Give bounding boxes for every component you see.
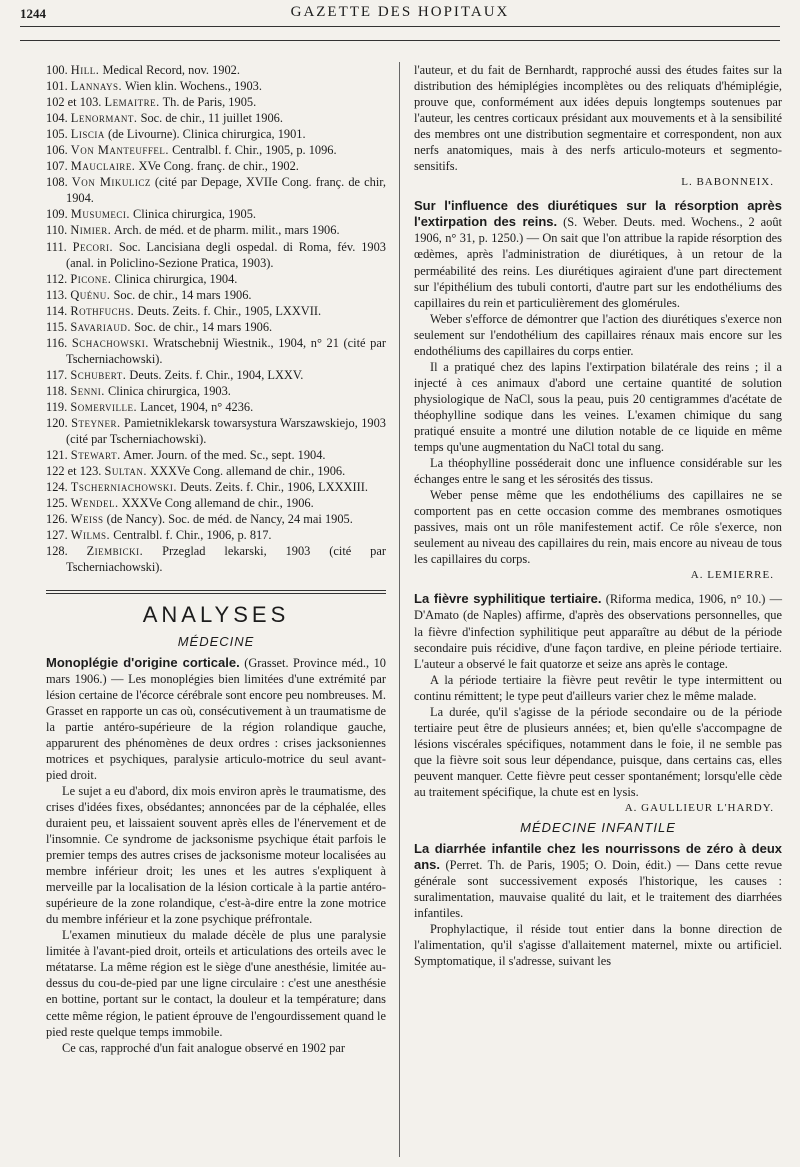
article-paragraph: La théophylline posséderait donc une influence considérable sur les échanges entre le sang et les sérosités des tissus. — [414, 456, 782, 487]
reference-author: Wilms. — [70, 528, 111, 543]
reference-item — [46, 479, 386, 495]
reference-number: 106. — [46, 143, 68, 158]
reference-number: 127. — [46, 528, 68, 543]
reference-author: Wendel. — [70, 496, 119, 511]
article-citation: (S. Weber. Deuts. med. Wochens., 2 août 1906, n° 31, p. 1250.) — On sait que l'on attribue la rapide résorption des œdèmes, après l'administration de diurétiques, à un retour de la perméabilité des reins. Les diurétiques agiraient d'une part directement sur l'épithélium des tubuli contorti, d'autre part sur les endothéliums des capillaires du rein et particulièrement des glomérules. — [414, 215, 782, 310]
author-signature: L. BABONNEIX. — [681, 176, 774, 189]
reference-text: Wratschebnij Wiestnik., 1904, n° 21 (cité par Tscherniachowski). — [66, 335, 386, 366]
reference-author: Savariaud. — [70, 319, 132, 334]
reference-text: (de Nancy). Soc. de méd. de Nancy, 24 mai 1905. — [106, 512, 353, 527]
reference-number: 118. — [46, 383, 68, 398]
reference-text: Soc. de chir., 11 juillet 1906. — [140, 111, 283, 126]
reference-number: 108. — [46, 175, 68, 190]
reference-item — [46, 62, 386, 78]
reference-item — [46, 335, 386, 367]
article-paragraph: La durée, qu'il s'agisse de la période secondaire ou de la période tertiaire peut être de plusieurs années; et, bien qu'elle s'accompagne de lésions viscérales spécifiques, notamment dans le foie, il ne semble pas que la fièvre soit sous leur dépendance, puisque, dans certains cas, elles peuvent manquer. Cette fièvre peut cesser spontanément; lorsqu'elle cède au traitement spécifique, la chute est en lysis. — [414, 704, 782, 799]
reference-number: 107. — [46, 159, 68, 174]
article-citation: (Riforma medica, 1906, n° 10.) — D'Amato (de Naples) affirme, d'après des observations personnelles, que la fièvre d'infection syphilitique peut apparaître au début de la période secondaire puis récidive, d'une façon tardive, en pleine période tertiaire. L'auteur a observé le fait quatorze et seize ans après le contage. — [414, 592, 782, 671]
reference-author: Von Mikulicz — [71, 175, 151, 190]
subsection-title: MÉDECINE INFANTILE — [520, 820, 676, 836]
reference-text: Deuts. Zeits. f. Chir., 1906, LXXXIII. — [180, 480, 368, 495]
reference-item — [46, 447, 386, 463]
article-title: La diarrhée infantile chez les nourrissons de zéro à deux ans. — [414, 841, 782, 873]
reference-text: Wien klin. Wochens., 1903. — [125, 79, 262, 94]
section-title: ANALYSES — [142, 601, 290, 627]
reference-text: (de Livourne). Clinica chirurgica, 1901. — [107, 127, 306, 142]
reference-item — [46, 287, 386, 303]
reference-number: 102 et 103. — [46, 95, 102, 110]
article-paragraph: Prophylactique, il réside tout entier dans la bonne direction de l'alimentation, qu'il s'agisse d'allaitement maternel, mixte ou artificiel. Symptomatique, il s'adresse, suivant les — [414, 922, 782, 969]
article-paragraph: Le sujet a eu d'abord, dix mois environ après le traumatisme, des crises d'idées fixes, obsédantes; annoncées par de la céphalée, elles duraient peu, et laissaient souvent après elles de l'énervement et de l'insomnie. Ce syndrome de jacksonisme psychique était parfois le premier temps des autres crises de jacksonisme moteur localisées au membre inférieur droit; les unes et les autres s'expliquent à merveille par la localisation de la lésion corticale à la partie antéro-supérieure de la zone rolandique, c'est-à-dire entre la zone motrice du membre inférieur et la zone psychique préfrontale. — [46, 783, 386, 927]
reference-item — [46, 174, 386, 206]
reference-item — [46, 110, 386, 126]
reference-text: Soc. de chir., 14 mars 1906. — [134, 319, 273, 334]
running-title: GAZETTE DES HOPITAUX — [290, 4, 510, 20]
reference-text: Clinica chirurgica, 1905. — [133, 207, 256, 222]
reference-author: Lemaitre. — [104, 95, 160, 110]
reference-number: 100. — [46, 63, 68, 77]
right-column — [414, 62, 782, 969]
reference-text: Arch. de méd. et de pharm. milit., mars 1906. — [113, 223, 340, 238]
reference-text: Deuts. Zeits. f. Chir., 1904, LXXV. — [129, 367, 304, 382]
article-title: Monoplégie d'origine corticale. — [46, 654, 240, 670]
reference-item — [46, 78, 386, 94]
reference-text: (cité par Depage, XVIIe Cong. franç. de chir, 1904. — [66, 175, 386, 206]
reference-number: 116. — [46, 335, 68, 350]
left-column — [46, 62, 386, 1056]
reference-item — [46, 399, 386, 415]
reference-number: 101. — [46, 79, 68, 94]
article-paragraph: L'examen minutieux du malade décèle de plus une paralysie limitée à l'avant-pied droit, orteils et articulations des orteils avec le métatarse. La même région est le siège d'une anesthésie, limitée au-dessus du cou-de-pied par une ligne circulaire : c'est une anesthésie en bottine, portant sur le contact, la douleur et la température; dans cette même région, le patient éprouve de l'engourdissement quand le pied reste quelque temps immobile. — [46, 928, 386, 1039]
reference-item — [46, 463, 386, 479]
article-citation: (Grasset. Province méd., 10 mars 1906.) — Les monoplégies bien limitées d'une extrémité par lésion certaine de l'écorce cérébrale sont encore peu nombreuses. M. Grasset en rapporte un cas où, consécutivement à un traumatisme de la partie antéro-supérieure de la région rolandique gauche, apparurent des phénomènes de deux ordres : crises jacksoniennes motrices et psychiques, paralysie articulo-motrice du seul avant-pied droit. — [46, 655, 386, 782]
reference-number: 124. — [46, 480, 68, 495]
section-rule — [46, 590, 386, 594]
reference-number: 122 et 123. — [46, 464, 102, 479]
reference-number: 125. — [46, 496, 68, 511]
reference-text: Deuts. Zeits. f. Chir., 1905, LXXVII. — [137, 303, 322, 318]
reference-number: 114. — [46, 303, 68, 318]
article-paragraph: Weber pense même que les endothéliums des capillaires ne se comportent pas en cette occasion comme des membranes osmotiques passives, mais ont un rôle manifestement actif. Ce rôle s'exerce, non seulement au niveau des capillaires du rein, mais encore au niveau de tous les capillaires du corps. — [414, 488, 782, 567]
reference-text: Amer. Journ. of the med. Sc., sept. 1904. — [123, 448, 326, 463]
reference-item — [46, 94, 386, 110]
reference-item — [46, 495, 386, 511]
reference-text: Lancet, 1904, n° 4236. — [140, 399, 254, 414]
reference-text: Clinica chirurgica, 1903. — [107, 383, 231, 398]
column-divider — [399, 62, 400, 1157]
reference-item — [46, 511, 386, 527]
reference-number: 121. — [46, 448, 68, 463]
reference-item — [46, 527, 386, 543]
reference-number: 113. — [46, 287, 68, 302]
article-citation: (Perret. Th. de Paris, 1905; O. Doin, édit.) — Dans cette revue générale sont successivement exposés l'historique, les causes : suralimentation, mauvaise qualité du lait, et le traitement des diarrhées infantiles. — [414, 858, 782, 921]
reference-author: Lenormant. — [70, 111, 138, 126]
reference-author: Steyner. — [71, 416, 121, 431]
reference-author: Weiss — [70, 512, 104, 527]
reference-text: Medical Record, nov. 1902. — [102, 63, 240, 77]
subsection-title: MÉDECINE — [177, 633, 255, 649]
reference-author: Quénu. — [70, 287, 111, 302]
article-paragraph: Il a pratiqué chez des lapins l'extirpation bilatérale des reins ; il a injecté à ces animaux d'abord une certaine quantité de solution physiologique de NaCl, sous la peau, puis 20 centigrammes d'acétate de théophylline sodique dans les veines. L'examen chimique du sang pratiqué ensuite a montré une dilution notable de ce liquide en même temps qu'une augmentation du NaCl total du sang. — [414, 359, 782, 455]
article-title: La fièvre syphilitique tertiaire. — [414, 591, 602, 607]
reference-number: 110. — [46, 223, 68, 238]
reference-text: XXXVe Cong. allemand de chir., 1906. — [150, 464, 346, 479]
reference-text: Przeglad lekarski, 1903 (cité par Tscherniachowski). — [66, 544, 386, 575]
reference-author: Rothfuchs. — [70, 303, 135, 318]
reference-author: Ziembicki. — [86, 544, 144, 559]
reference-item — [46, 222, 386, 238]
reference-number: 117. — [46, 367, 68, 382]
reference-text: XVe Cong. franç. de chir., 1902. — [138, 159, 299, 174]
article-fievre-intro — [414, 591, 782, 671]
reference-item — [46, 142, 386, 158]
article-paragraph: Ce cas, rapproché d'un fait analogue observé en 1902 par — [62, 1040, 345, 1055]
article-paragraph: A la période tertiaire la fièvre peut revêtir le type intermittent ou continu rémittent; le type peut d'ailleurs varier chez le même malade. — [414, 672, 782, 703]
reference-item — [46, 383, 386, 399]
reference-text: Pamietniklekarsk towarsystura Warszawskiejo, 1903 (cité par Tscherniachowski). — [66, 416, 387, 447]
reference-author: Pecori. — [72, 239, 114, 254]
reference-author: Nimier. — [70, 223, 112, 238]
reference-author: Hill. — [70, 63, 100, 77]
article-monoplegie-intro — [46, 655, 386, 783]
reference-number: 115. — [46, 319, 68, 334]
reference-number: 112. — [46, 271, 68, 286]
reference-author: Tscherniachowski. — [70, 480, 177, 495]
reference-text: Soc. Lancisiana degli ospedal. di Roma, fév. 1903 (anal. in Policlino-Sezione Pratica, 1903). — [66, 239, 386, 270]
reference-text: Soc. de chir., 14 mars 1906. — [113, 287, 252, 302]
reference-text: Centralbl. f. Chir., 1906, p. 817. — [113, 528, 272, 543]
reference-item — [46, 367, 386, 383]
references-list — [46, 62, 386, 576]
reference-item — [46, 415, 386, 447]
reference-item — [46, 126, 386, 142]
header-rule-top — [20, 26, 780, 27]
reference-author: Liscia — [70, 127, 105, 142]
reference-text: Centralbl. f. Chir., 1905, p. 1096. — [172, 143, 337, 158]
reference-author: Somerville. — [70, 399, 138, 414]
reference-author: Schachowski. — [71, 335, 149, 350]
article-continuation: l'auteur, et du fait de Bernhardt, rapproché aussi des études faites sur la distribution des hémiplégies incomplètes ou des reliquats d'hémiplégie, prouve que, conformément aux idées depuis longtemps soutenues par l'auteur, les centres corticaux présidant aux mouvements et à la sensibilité des membres ont une distribution segmentaire et correspondent, non aux nerfs anatomiques, mais à des nerfs articulo-moteurs et segmento-sensitifs. — [414, 63, 782, 174]
article-paragraph: Weber s'efforce de démontrer que l'action des diurétiques s'exerce non seulement sur l'endothélium des capillaires rénaux mais encore sur les endothéliums des capillaires du corps entier. — [414, 311, 782, 358]
author-signature: A. GAULLIEUR L'HARDY. — [624, 802, 774, 815]
reference-number: 105. — [46, 127, 68, 142]
reference-text: Clinica chirurgica, 1904. — [114, 271, 238, 286]
reference-item — [46, 158, 386, 174]
reference-author: Sultan. — [104, 464, 147, 479]
reference-number: 128. — [46, 544, 68, 559]
page-number: 1244 — [20, 6, 46, 21]
reference-text: XXXVe Cong allemand de chir., 1906. — [121, 496, 314, 511]
reference-item — [46, 543, 386, 575]
reference-author: Picone. — [70, 271, 112, 286]
reference-author: Musumeci. — [70, 207, 130, 222]
reference-number: 126. — [46, 512, 68, 527]
article-diuretiques-intro — [414, 198, 782, 310]
reference-text: Th. de Paris, 1905. — [162, 95, 257, 110]
reference-item — [46, 271, 386, 287]
reference-number: 111. — [46, 239, 67, 254]
reference-number: 109. — [46, 207, 68, 222]
reference-item — [46, 206, 386, 222]
reference-number: 104. — [46, 111, 68, 126]
author-signature: A. LEMIERRE. — [690, 569, 774, 582]
reference-item — [46, 319, 386, 335]
reference-author: Mauclaire. — [70, 159, 136, 174]
reference-author: Lannays. — [70, 79, 123, 94]
reference-author: Stewart. — [70, 448, 121, 463]
reference-number: 119. — [46, 399, 68, 414]
reference-item — [46, 303, 386, 319]
reference-author: Senni. — [70, 383, 105, 398]
article-title: Sur l'influence des diurétiques sur la résorption après l'extirpation des reins. — [414, 198, 782, 230]
reference-author: Schubert. — [70, 367, 127, 382]
reference-number: 120. — [46, 416, 68, 431]
header-rule-bottom — [20, 40, 780, 41]
reference-author: Von Manteuffel. — [70, 143, 169, 158]
article-diarrhee-intro — [414, 841, 782, 921]
reference-item — [46, 239, 386, 271]
